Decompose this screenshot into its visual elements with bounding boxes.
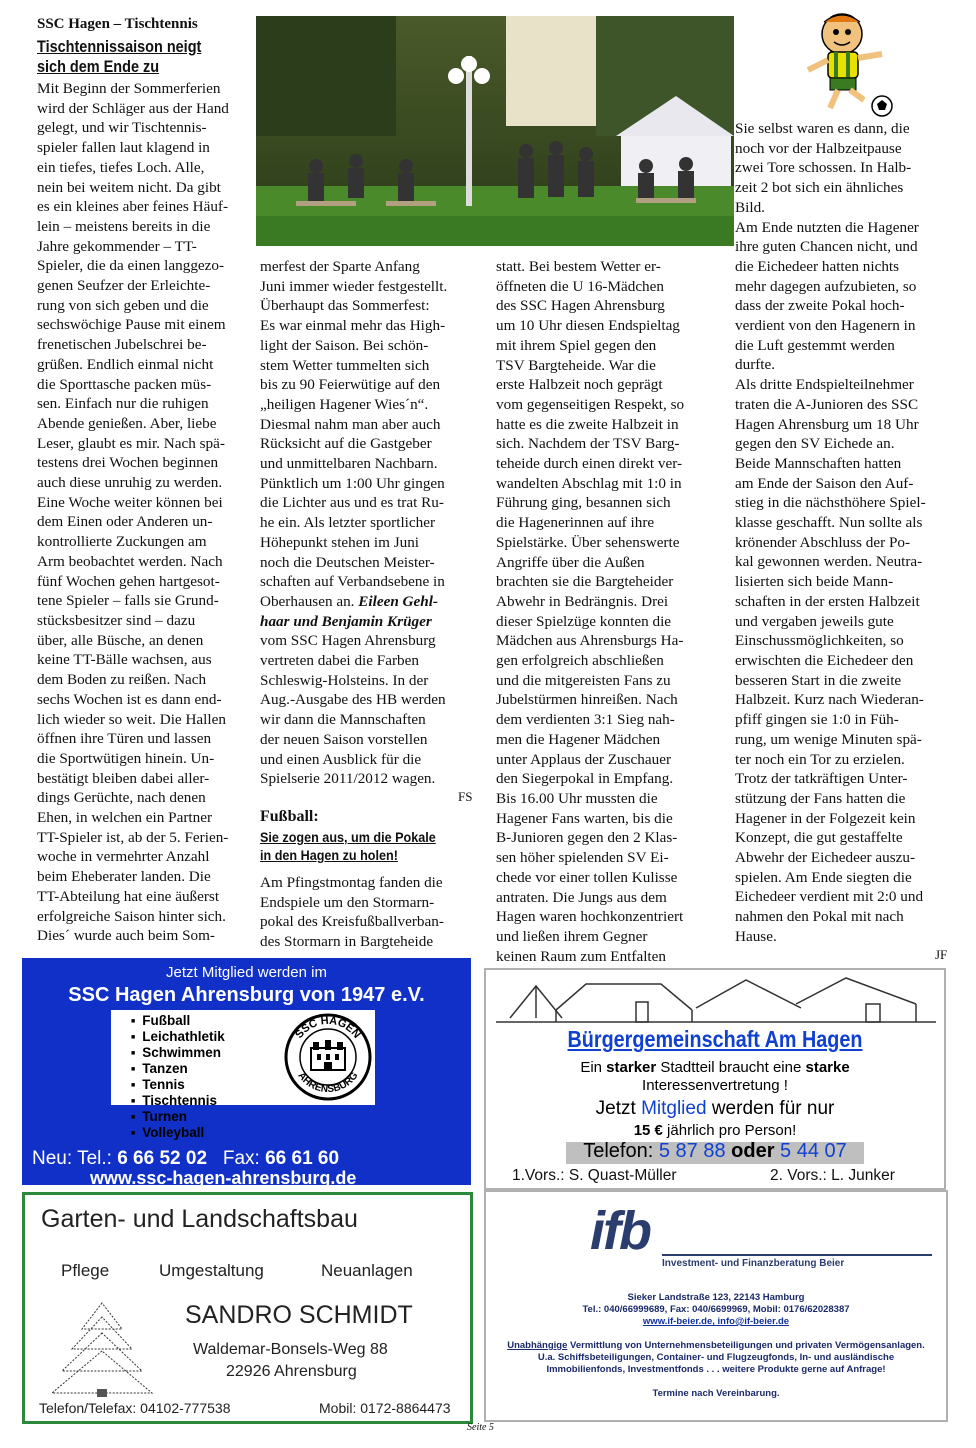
fussball-headline: Sie zogen aus, um die Pokale in den Hagen zu holen! bbox=[260, 829, 436, 863]
sport-item: ■ Tischtennis bbox=[131, 1093, 225, 1109]
bg-ad-line1-c: Stadtteil braucht eine bbox=[656, 1059, 806, 1076]
bg-ad-line1-d: starke bbox=[805, 1059, 850, 1076]
ssc-website[interactable]: www.ssc-hagen-ahrensburg.de bbox=[90, 1168, 357, 1188]
fussball-kicker: Fußball: bbox=[260, 808, 319, 825]
article-column-1: Mit Beginn der Sommerferien wird der Schläger aus der Hand gelegt, und wir Tischtennis- spieler fallen laut klagend in ein tiefes, tiefes Loch. Alle, nein bei weitem nicht. Da gibt es ein kleines aber feines Häuf- lein – meistens bereits in die Jahre gekommender – TT- Spieler, die da einen langgezo- genen Seufzer der Erleichte- rung von sich geben und die sechswöchige Pause mit einem frenetischen Jubelschrei be- grüßen. Endlich einmal nicht die Sporttasche packen müs- sen. Einfach nur die ruhigen Abende genießen. Aber, liebe Leser, glaubt es mir. Nach spä- testens drei Wochen beginnen auch diese unruhig zu werden. Eine Woche weiter können bei dem Einen oder Anderen un- kontrollierte Zuckungen am Arm beobachtet werden. Nach fünf Wochen gehen hartgesot- tene Spieler – falls sie Grund- stücksbesitzer sind – dazu über, alle Büsche, an denen keine TT-Bälle wachsen, aus dem Boden zu reißen. Nach sechs Wochen ist es dann end- lich wieder so weit. Die Hallen öffnen ihre Türen und lassen die Sportwütigen hinein. Un- bestätigt bleiben dabei aller- dings Gerüchte, nach denen Ehen, in welchen ein Partner TT-Spieler ist, ab der 5. Ferien- woche in vermehrter Anzahl beim Eheberater landen. Die TT-Abteilung hat eine äußerst erfolgreiche Saison hinter sich. Dies´ wurde auch beim Som- bbox=[37, 80, 229, 945]
bg-ad-phone bbox=[486, 1140, 944, 1163]
garten-service-2: Umgestaltung bbox=[159, 1261, 264, 1280]
article-headline-tischtennis: Tischtennissaison neigt sich dem Ende zu bbox=[37, 37, 202, 76]
ifb-web-email[interactable]: www.if-beier.de, info@if-beier.de bbox=[642, 1316, 790, 1327]
ifb-address: Sieker Landstraße 123, 22143 Hamburg bbox=[627, 1292, 805, 1303]
ssc-tel-number: 6 66 52 02 bbox=[117, 1148, 208, 1169]
athlete-names: Eileen Gehl- haar und Benjamin Krüger bbox=[260, 592, 438, 630]
bg-ad-line1-b: starker bbox=[606, 1059, 657, 1076]
article-column-2 bbox=[260, 257, 485, 789]
sport-item: ■ Schwimmen bbox=[131, 1045, 225, 1061]
author-sign-fs: FS bbox=[458, 789, 473, 804]
houses-outline-illustration bbox=[496, 974, 936, 1034]
ifb-company-name: Investment- und Finanzberatung Beier bbox=[662, 1258, 845, 1269]
bg-ad-line3-a: Jetzt bbox=[595, 1098, 642, 1119]
bg-ad-phone-or: oder bbox=[725, 1140, 781, 1162]
article-column-3: statt. Bei bestem Wetter er- öffneten die U 16-Mädchen des SSC Hagen Ahrensburg um 10 Uhr diesen Endspieltag mit ihrem Spiel gegen den TSV Bargteheide. War die erste Halbzeit noch geprägt vom gegenseitigen Respekt, so hatte es die zweite Halbzeit in sich. Nachdem der TSV Barg- teheide durch einen direkt ver- wandelten Abschlag mit 1:0 in Führung ging, besannen sich die Hagenerinnen auf ihre Spielstärke. Über sehenswerte Angriffe über die Außen brachten sie die Bargteheider Abwehr in Bedrängnis. Drei dieser Spielzüge konnten die Mädchen aus Ahrensburgs Ha- gen erfolgreich abschließen und die mitgereisten Fans zu Jubelstürmen hinreißen. Nach dem verdienten 3:1 Sieg nah- men die Hagener Mädchen unter Applaus der Zuschauer den Siegerpokal in Empfang. Bis 16.00 Uhr mussten die Hagener Fans warten, bis die B-Junioren gegen den 2 Klas- sen höher spielenden SV Ei- chede vor einer tollen Kulisse antraten. Die Jungs aus dem Hagen waren hochkonzentriert und ließen ihrem Gegner keinen Raum zum Entfalten bbox=[496, 258, 685, 965]
sport-item: ■ Fußball bbox=[131, 1013, 225, 1029]
football-mascot-illustration bbox=[790, 8, 900, 118]
bg-ad-phone-1: 5 87 88 bbox=[658, 1140, 726, 1162]
garten-phone: Telefon/Telefax: 04102-777538 bbox=[39, 1400, 231, 1416]
bg-ad-chair-2: 2. Vors.: L. Junker bbox=[770, 1167, 895, 1184]
fir-tree-icon bbox=[47, 1299, 157, 1399]
bg-ad-title: Bürgergemeinschaft Am Hagen bbox=[567, 1026, 863, 1052]
bg-ad-line3-b: Mitglied bbox=[641, 1098, 707, 1119]
ssc-contact-line bbox=[32, 1148, 339, 1170]
buergergemeinschaft-ad bbox=[484, 968, 946, 1190]
ifb-desc-1-a: Unabhängige bbox=[507, 1340, 568, 1351]
fussball-column-2: Am Pfingstmontag fanden die Endspiele um den Stormarn- pokal des Kreisfußballverban- des Stormarn in Bargteheide bbox=[260, 874, 444, 951]
ifb-desc-1-b: Vermittlung von Unternehmensbeteiligungen und privaten Vermögensanlagen. bbox=[567, 1340, 925, 1351]
sport-item: ■ Turnen bbox=[131, 1109, 225, 1125]
article-column-4: Sie selbst waren es dann, die noch vor der Halbzeitpause zwei Tore schossen. In Halb- zeit 2 bot sich ein ähnliches Bild. Am Ende nutzten die Hagener ihre guten Chancen nicht, und die Eichedeer hatten nichts mehr dagegen aufzubieten, so dass der zweite Pokal hoch- verdient von den Hagenern in die Luft gestemmt werden durfte. Als dritte Endspielteilnehmer traten die A-Junioren des SSC Hagen Ahrensburg um 18 Uhr gegen den SV Eichede an. Beide Mannschaften hatten am Ende der Saison den Auf- stieg in die nächsthöhere Spiel- klasse geschafft. Nun sollte als krönender Abschluss der Po- kal gewonnen werden. Neutra- lisierten sich beide Mann- schaften in der ersten Halbzeit und vergaben jeweils gute Einschussmöglichkeiten, so erwischten die Eichedeer den besseren Start in die zweite Halbzeit. Kurz nach Wiederan- pfiff gingen sie 1:0 in Füh- rung, um wenige Minuten spä- ter noch ein Tor zu erzielen. Trotz der tatkräftigen Unter- stützung der Fans hatten die Hagener in der Folgezeit kein Konzept, die gut gestaffelte Abwehr der Eichedeer auszu- spielen. Am Ende siegten die Eichedeer verdient mit 2:0 und nahmen den Pokal mit nach Hause. bbox=[735, 120, 926, 945]
ifb-contact: Tel.: 040/66999689, Fax: 040/6699969, Mobil: 0176/62028387 bbox=[582, 1304, 850, 1315]
bg-ad-price: 15 € bbox=[633, 1122, 663, 1139]
bg-ad-phone-label: Telefon: bbox=[583, 1140, 659, 1162]
ssc-membership-ad bbox=[22, 958, 471, 1188]
garten-service-3: Neuanlagen bbox=[321, 1261, 413, 1280]
bg-ad-line3-c: werden für nur bbox=[706, 1098, 835, 1119]
ssc-fax-label: Fax: bbox=[222, 1148, 266, 1169]
ifb-desc-3: Immobilienfonds, Investmentfonds . . . weitere Produkte gerne auf Anfrage! bbox=[546, 1364, 886, 1375]
ssc-logo-top-text: SSC HAGEN bbox=[293, 1014, 363, 1041]
ssc-fax-number: 66 61 60 bbox=[265, 1148, 340, 1169]
garten-owner-name: SANDRO SCHMIDT bbox=[185, 1301, 413, 1329]
article-kicker-tischtennis: SSC Hagen – Tischtennis bbox=[37, 16, 198, 32]
bg-ad-line3 bbox=[486, 1098, 944, 1120]
summer-party-photo bbox=[256, 16, 734, 246]
ssc-logo-bottom-text: AHRENSBURG bbox=[295, 1070, 361, 1096]
ssc-tel-label: Neu: Tel.: bbox=[32, 1148, 118, 1169]
author-sign-jf: JF bbox=[935, 947, 948, 962]
garten-ad-title: Garten- und Landschaftsbau bbox=[41, 1205, 358, 1233]
bg-ad-line2: Interessenvertretung ! bbox=[642, 1077, 788, 1094]
article-column-2-text: merfest der Sparte Anfang Juni immer wieder festgestellt. Überhaupt das Sommerfest: Es war einmal mehr das High- light der Saison. Bei schön- stem Wetter tummelten sich bis zu 90 Feierwütige auf den „heiligen Hagener Wies´n“. Diesmal nahm man aber auch Rücksicht auf die Gastgeber und unmittelbaren Nachbarn. Pünktlich um 1:00 Uhr gingen die Lichter aus und es trat Ru- he ein. Als letzter sportlicher Höhepunkt stehen im Juni noch die Deutschen Meister- schaften auf Verbandsebene in Oberhausen an. bbox=[260, 258, 448, 610]
ifb-finance-ad bbox=[484, 1190, 948, 1422]
ssc-sports-list bbox=[131, 1013, 225, 1141]
ifb-terms: Termine nach Vereinbarung. bbox=[652, 1388, 780, 1399]
ssc-ad-club-name: SSC Hagen Ahrensburg von 1947 e.V. bbox=[68, 984, 425, 1006]
sport-item: ■ Tennis bbox=[131, 1077, 225, 1093]
bg-ad-line4 bbox=[486, 1122, 944, 1139]
ifb-desc-1 bbox=[486, 1340, 946, 1352]
bg-ad-line1-a: Ein bbox=[580, 1059, 607, 1076]
garten-mobile: Mobil: 0172-8864473 bbox=[319, 1400, 451, 1416]
fussball-headline-wrap bbox=[260, 828, 500, 864]
sport-item: ■ Volleyball bbox=[131, 1125, 225, 1141]
bg-ad-price-text: jährlich pro Person! bbox=[662, 1122, 797, 1139]
bg-ad-phone-2: 5 44 07 bbox=[780, 1140, 847, 1162]
article-column-2-text-after: vom SSC Hagen Ahrensburg vertreten dabei die Farben Schleswig-Holsteins. In der Aug.-Ausgabe des HB werden wir dann die Mannschaften der neuen Saison vorstellen und einen Ausblick für die Spielserie 2011/2012 wagen. bbox=[260, 632, 446, 788]
page-number: Seite 5 bbox=[467, 1422, 494, 1433]
ifb-logo: ifb bbox=[590, 1201, 650, 1261]
garten-service-1: Pflege bbox=[61, 1261, 110, 1280]
garten-city: 22926 Ahrensburg bbox=[226, 1363, 357, 1380]
ssc-sports-box bbox=[111, 1010, 375, 1141]
bg-ad-line1 bbox=[486, 1059, 944, 1076]
ifb-desc-2: U.a. Schiffsbeteiligungen, Container- und Flugzeugfonds, In- und ausländische bbox=[537, 1352, 895, 1363]
bg-ad-chair-1: 1.Vors.: S. Quast-Müller bbox=[512, 1167, 677, 1184]
ssc-club-logo bbox=[283, 1012, 373, 1102]
garten-street: Waldemar-Bonsels-Weg 88 bbox=[193, 1341, 388, 1358]
sport-item: ■ Leichathletik bbox=[131, 1029, 225, 1045]
ssc-ad-line1: Jetzt Mitglied werden im bbox=[166, 964, 327, 981]
garten-landschaftsbau-ad bbox=[22, 1192, 473, 1424]
sport-item: ■ Tanzen bbox=[131, 1061, 225, 1077]
ifb-logo-rule bbox=[662, 1254, 932, 1256]
